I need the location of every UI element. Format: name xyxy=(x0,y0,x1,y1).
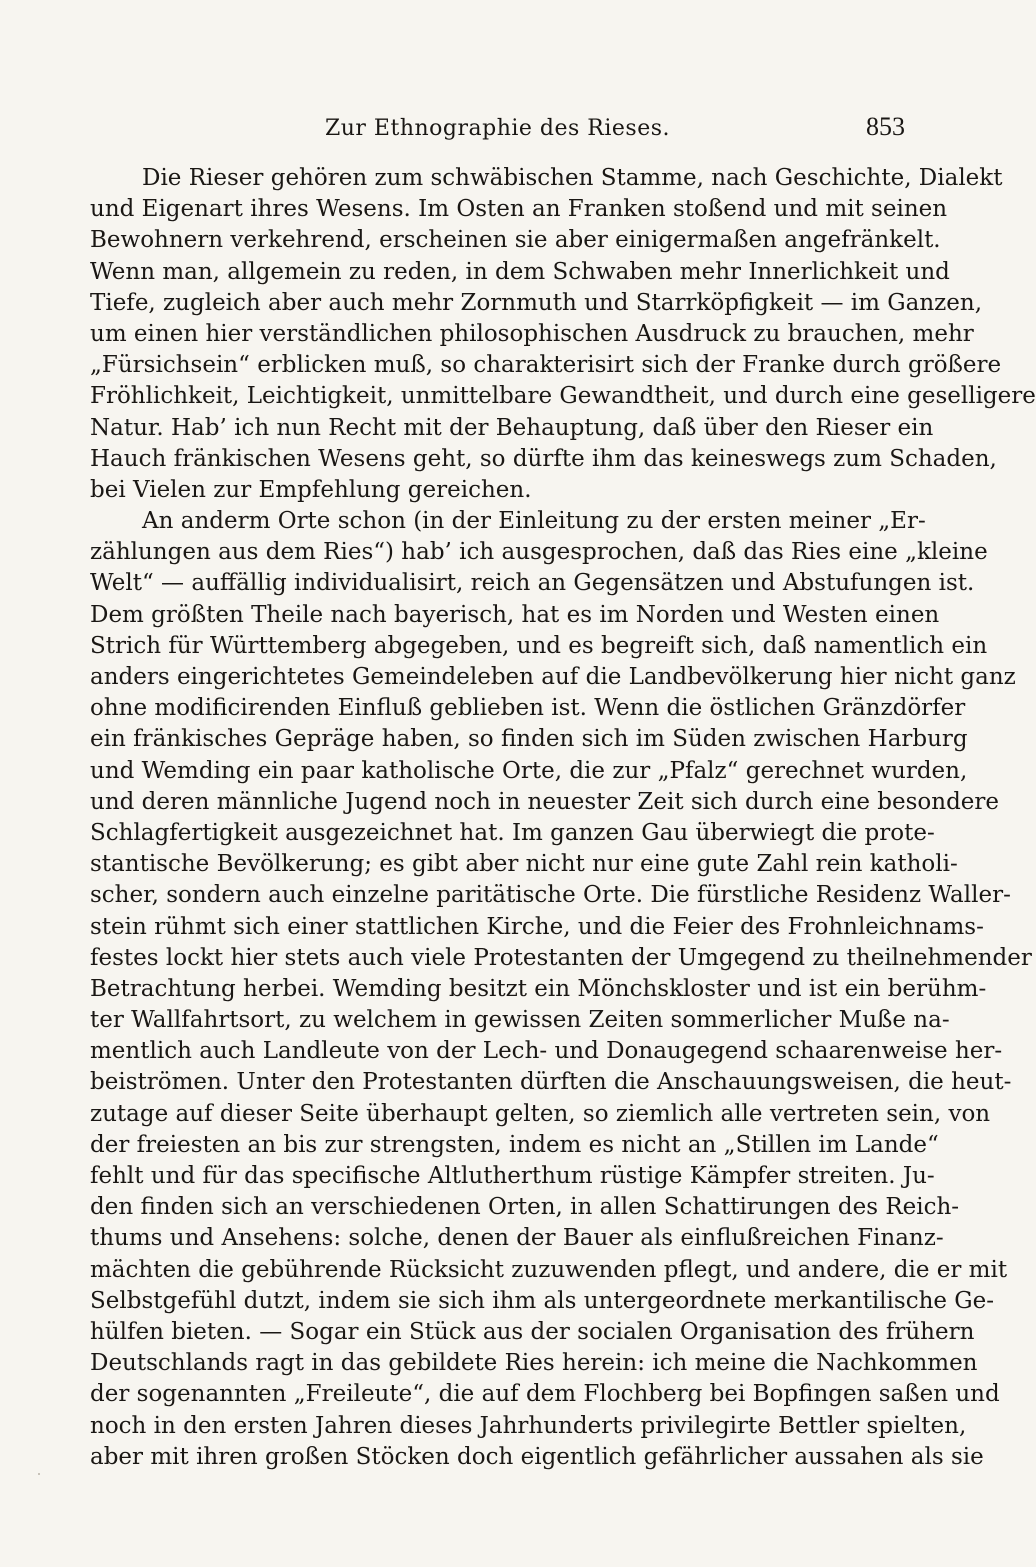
text-line: den finden sich an verschiedenen Orten, in allen Schattirungen des Reich- xyxy=(90,1194,960,1221)
paragraph-2 xyxy=(90,506,1032,1473)
text-line: Die Rieser gehören zum schwäbischen Stamme, nach Geschichte, Dialekt xyxy=(142,165,1003,191)
text-line: anders eingerichtetes Gemeindeleben auf die Landbevölkerung hier nicht ganz xyxy=(90,664,1016,690)
text-line: scher, sondern auch einzelne paritätische Orte. Die fürstliche Residenz Waller- xyxy=(90,882,1011,909)
text-line: Welt“ — auffällig individualisirt, reich an Gegensätzen und Abstufungen ist. xyxy=(90,570,975,597)
text-line: Wenn man, allgemein zu reden, in dem Schwaben mehr Innerlichkeit und xyxy=(90,258,950,285)
text-line: mentlich auch Landleute von der Lech- und Donaugegend schaarenweise her- xyxy=(90,1038,1003,1065)
text-line: Bewohnern verkehrend, erscheinen sie aber einigermaßen angefränkelt. xyxy=(90,227,941,254)
text-line: festes lockt hier stets auch viele Protestanten der Umgegend zu theilnehmender xyxy=(90,944,1032,971)
text-line: zählungen aus dem Ries“) hab’ ich ausgesprochen, daß das Ries eine „kleine xyxy=(90,539,988,566)
text-line: An anderm Orte schon (in der Einleitung zu der ersten meiner „Er- xyxy=(142,508,926,535)
text-line: ein fränkisches Gepräge haben, so finden sich im Süden zwischen Harburg xyxy=(90,726,968,753)
text-line: bei Vielen zur Empfehlung gereichen. xyxy=(90,476,532,503)
text-line: beiströmen. Unter den Protestanten dürften die Anschauungsweisen, die heut- xyxy=(90,1069,1012,1096)
text-line: noch in den ersten Jahren dieses Jahrhunderts privilegirte Bettler spielten, xyxy=(90,1412,967,1439)
text-line: aber mit ihren großen Stöcken doch eigentlich gefährlicher aussahen als sie xyxy=(90,1443,984,1470)
running-title: Zur Ethnographie des Rieses. xyxy=(324,116,671,141)
text-line: und Eigenart ihres Wesens. Im Osten an Franken stoßend und mit seinen xyxy=(90,196,948,223)
text-line: Natur. Hab’ ich nun Recht mit der Behauptung, daß über den Rieser ein xyxy=(90,414,934,441)
text-line: Strich für Württemberg abgegeben, und es begreift sich, daß namentlich ein xyxy=(90,632,988,659)
page-number: 853 xyxy=(866,112,905,141)
text-line: Deutschlands ragt in das gebildete Ries herein: ich meine die Nachkommen xyxy=(90,1350,978,1377)
running-header xyxy=(90,112,905,152)
text-line: Fröhlichkeit, Leichtigkeit, unmittelbare Gewandtheit, und durch eine geselligere xyxy=(90,383,1036,410)
text-line: Hauch fränkischen Wesens geht, so dürfte ihm das keineswegs zum Schaden, xyxy=(90,445,997,472)
paper-speck xyxy=(38,1473,40,1475)
text-line: Betrachtung herbei. Wemding besitzt ein Mönchskloster und ist ein berühm- xyxy=(90,975,987,1002)
text-line: thums und Ansehens: solche, denen der Bauer als einflußreichen Finanz- xyxy=(90,1225,944,1252)
text-line: Schlagfertigkeit ausgezeichnet hat. Im ganzen Gau überwiegt die prote- xyxy=(90,819,935,846)
text-line: der freiesten an bis zur strengsten, indem es nicht an „Stillen im Lande“ xyxy=(90,1131,939,1158)
text-line: und deren männliche Jugend noch in neuester Zeit sich durch eine besondere xyxy=(90,788,1000,815)
text-line: stantische Bevölkerung; es gibt aber nicht nur eine gute Zahl rein katholi- xyxy=(90,851,958,878)
text-line: stein rühmt sich einer stattlichen Kirche, und die Feier des Frohnleichnams- xyxy=(90,913,984,940)
paragraph-1 xyxy=(90,163,1036,506)
text-line: mächten die gebührende Rücksicht zuzuwenden pflegt, und andere, die er mit xyxy=(90,1256,1008,1283)
text-line: Selbstgefühl dutzt, indem sie sich ihm als untergeordnete merkantilische Ge- xyxy=(90,1287,995,1314)
text-line: Dem größten Theile nach bayerisch, hat es im Norden und Westen einen xyxy=(90,601,940,628)
text-line: hülfen bieten. — Sogar ein Stück aus der socialen Organisation des frühern xyxy=(90,1318,975,1345)
text-line: zutage auf dieser Seite überhaupt gelten, so ziemlich alle vertreten sein, von xyxy=(90,1100,991,1127)
text-line: und Wemding ein paar katholische Orte, die zur „Pfalz“ gerechnet wurden, xyxy=(90,757,968,784)
text-line: fehlt und für das specifische Altlutherthum rüstige Kämpfer streiten. Ju- xyxy=(90,1163,935,1189)
text-line: Tiefe, zugleich aber auch mehr Zornmuth und Starrköpfigkeit — im Ganzen, xyxy=(90,289,983,316)
text-line: „Fürsichsein“ erblicken muß, so charakterisirt sich der Franke durch größere xyxy=(90,352,1002,379)
text-line: um einen hier verständlichen philosophischen Ausdruck zu brauchen, mehr xyxy=(90,320,974,347)
body-text xyxy=(90,163,1036,1473)
text-line: ter Wallfahrtsort, zu welchem in gewissen Zeiten sommerlicher Muße na- xyxy=(90,1007,950,1034)
text-line: ohne modificirenden Einfluß geblieben ist. Wenn die östlichen Gränzdörfer xyxy=(90,695,966,722)
text-line: der sogenannten „Freileute“, die auf dem Flochberg bei Bopfingen saßen und xyxy=(90,1381,1000,1408)
